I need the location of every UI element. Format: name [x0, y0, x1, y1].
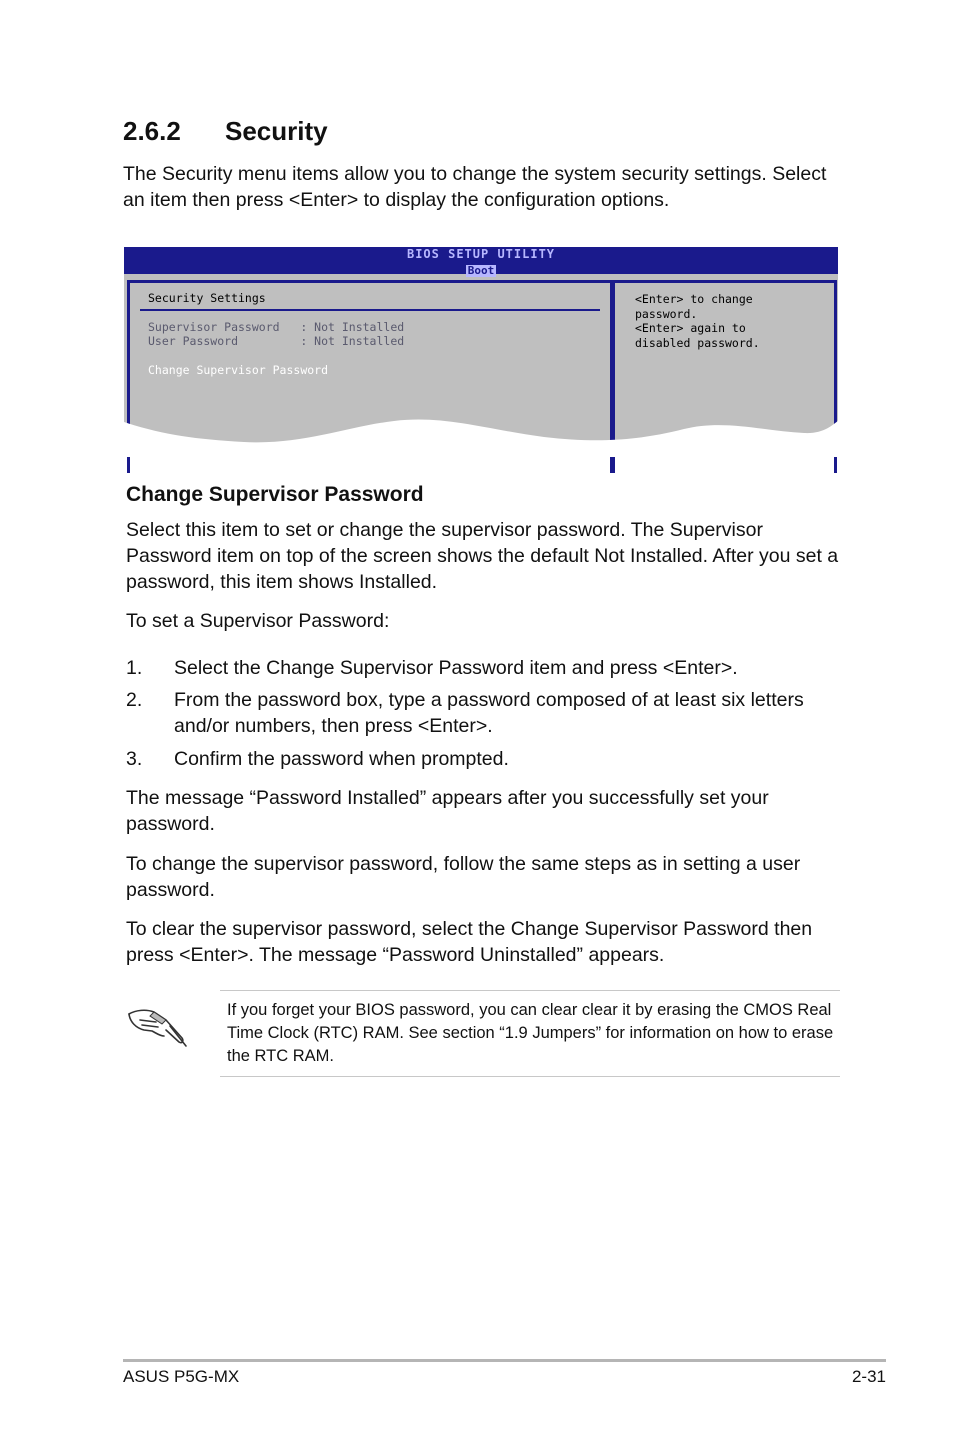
step-number: 3.	[126, 748, 143, 770]
bios-settings-heading: Security Settings	[148, 291, 266, 305]
bios-header	[124, 247, 838, 277]
step-text: Confirm the password when prompted.	[174, 748, 509, 770]
note-bottom-rule	[220, 1076, 840, 1077]
footer-page-number: 2-31	[851, 1367, 886, 1386]
step-text: From the password box, type a password composed of at least six letters and/or numbers, then press <Enter>.	[174, 689, 804, 737]
bios-supervisor-password-row: Supervisor Password : Not Installed	[148, 320, 405, 334]
note-text: If you forget your BIOS password, you can clear clear it by erasing the CMOS Real Time Clock (RTC) RAM. See section “1.9 Jumpers” for information on how to erase the RTC RAM.	[227, 1001, 834, 1065]
bios-change-supervisor-item: Change Supervisor Password	[148, 363, 329, 377]
step-text: Select the Change Supervisor Password item and press <Enter>.	[174, 657, 738, 679]
bios-title: BIOS SETUP UTILITY	[406, 247, 556, 261]
torn-edge	[124, 417, 838, 457]
bios-user-password-row: User Password : Not Installed	[148, 334, 405, 348]
footer-product-name: ASUS P5G-MX	[123, 1367, 240, 1386]
step-number: 2.	[126, 689, 143, 711]
writing-hand-icon	[126, 1000, 188, 1048]
bios-tab-boot: Boot	[467, 264, 495, 277]
paragraph-installed-message: The message “Password Installed” appears after you successfully set your password.	[126, 787, 769, 835]
bios-separator	[140, 309, 600, 311]
note-top-rule	[220, 990, 840, 991]
bios-help-text: <Enter> to change password. <Enter> again to disabled password.	[635, 292, 760, 350]
paragraph-description: Select this item to set or change the supervisor password. The Supervisor Password item on top of the screen shows the default Not Installed. After you set a password, this item shows Installed.	[126, 519, 839, 593]
bios-screenshot	[124, 247, 838, 452]
paragraph-change-password: To change the supervisor password, follow the same steps as in setting a user password.	[126, 853, 801, 901]
section-number: 2.6.2	[123, 116, 181, 146]
intro-paragraph: The Security menu items allow you to change the system security settings. Select an item then press <Enter> to display the configuration options.	[123, 163, 827, 211]
section-title: Security	[225, 116, 328, 146]
step-number: 1.	[126, 657, 143, 679]
paragraph-steps-intro: To set a Supervisor Password:	[126, 610, 390, 632]
subsection-title: Change Supervisor Password	[126, 483, 424, 506]
footer-rule	[123, 1359, 886, 1362]
paragraph-clear-password: To clear the supervisor password, select the Change Supervisor Password then press <Enter>. The message “Password Uninstalled” appears.	[126, 918, 813, 966]
